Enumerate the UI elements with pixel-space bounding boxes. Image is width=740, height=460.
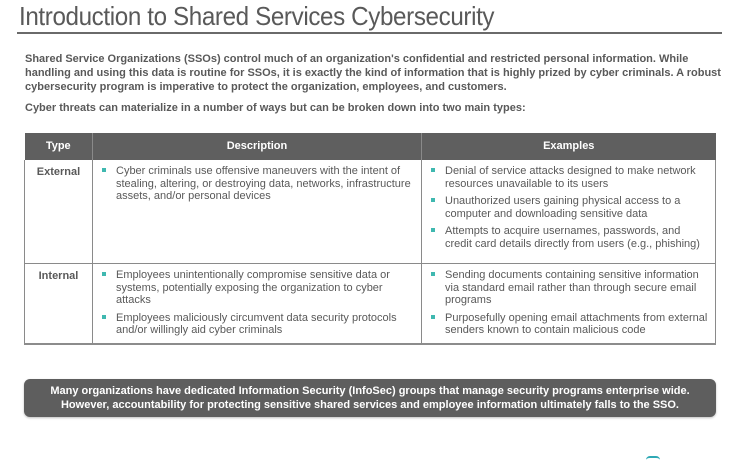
description-cell — [93, 264, 422, 344]
title-divider — [17, 32, 722, 34]
list-item-text: Purposefully opening email attachments from external senders known to contain malicious code — [445, 311, 708, 336]
square-bullet-icon — [102, 272, 106, 276]
list-item — [428, 165, 709, 190]
type-cell: Internal — [25, 264, 93, 344]
square-bullet-icon — [102, 315, 106, 319]
description-list — [99, 165, 415, 203]
header-description: Description — [93, 133, 422, 160]
key-takeaway-callout — [24, 379, 716, 417]
list-item — [99, 269, 415, 307]
callout-line-2: However, accountability for protecting sensitive shared services and employee information ultimately falls to the SSO. — [60, 399, 679, 411]
type-cell: External — [25, 160, 93, 264]
list-item — [428, 269, 709, 307]
description-list — [99, 269, 415, 337]
intro-section — [25, 52, 725, 115]
intro-lead: Cyber threats can materialize in a number of ways but can be broken down into two main types: — [25, 102, 526, 114]
header-examples: Examples — [422, 133, 716, 160]
list-item — [428, 195, 709, 220]
list-item — [99, 165, 415, 203]
header-type: Type — [25, 133, 93, 160]
square-bullet-icon — [431, 198, 435, 202]
list-item-text: Employees unintentionally compromise sensitive data or systems, potentially exposing the organization to cyber attacks — [116, 269, 390, 306]
list-item-text: Sending documents containing sensitive information via standard email rather than through secure email programs — [445, 269, 699, 306]
page-title: Introduction to Shared Services Cybersecurity — [19, 1, 495, 31]
description-cell — [93, 160, 422, 264]
square-bullet-icon — [102, 168, 106, 172]
square-bullet-icon — [431, 272, 435, 276]
table-row-internal — [25, 264, 716, 344]
examples-cell — [422, 160, 716, 264]
list-item-text: Denial of service attacks designed to make network resources unavailable to its users — [445, 165, 696, 190]
square-bullet-icon — [431, 315, 435, 319]
examples-cell — [422, 264, 716, 344]
list-item — [428, 225, 709, 250]
examples-list — [428, 269, 709, 337]
list-item-text: Unauthorized users gaining physical access to a computer and downloading sensitive data — [445, 195, 681, 220]
list-item-text: Cyber criminals use offensive maneuvers with the intent of stealing, altering, or destroying data, networks, infrastructure assets, and/or personal devices — [116, 165, 411, 202]
intro-paragraph: Shared Service Organizations (SSOs) control much of an organization's confidential and restricted personal information. While handling and using this data is routine for SSOs, it is exactly the kind of information that is highly prized by cyber criminals. A robust cybersecurity program is imperative to protect the organization, employees, and customers. — [25, 53, 721, 93]
list-item — [99, 312, 415, 337]
list-item-text: Attempts to acquire usernames, passwords, and credit card details directly from users (e.g., phishing) — [445, 225, 700, 250]
brand-logo-icon — [646, 456, 660, 460]
list-item — [428, 312, 709, 337]
square-bullet-icon — [431, 228, 435, 232]
examples-list — [428, 165, 709, 250]
table-header-row — [25, 133, 716, 160]
table-row-external — [25, 160, 716, 264]
square-bullet-icon — [431, 168, 435, 172]
callout-line-1: Many organizations have dedicated Information Security (InfoSec) groups that manage security programs enterprise wide. — [50, 385, 690, 397]
threat-types-table — [24, 133, 716, 345]
list-item-text: Employees maliciously circumvent data security protocols and/or willingly aid cyber criminals — [116, 311, 397, 336]
